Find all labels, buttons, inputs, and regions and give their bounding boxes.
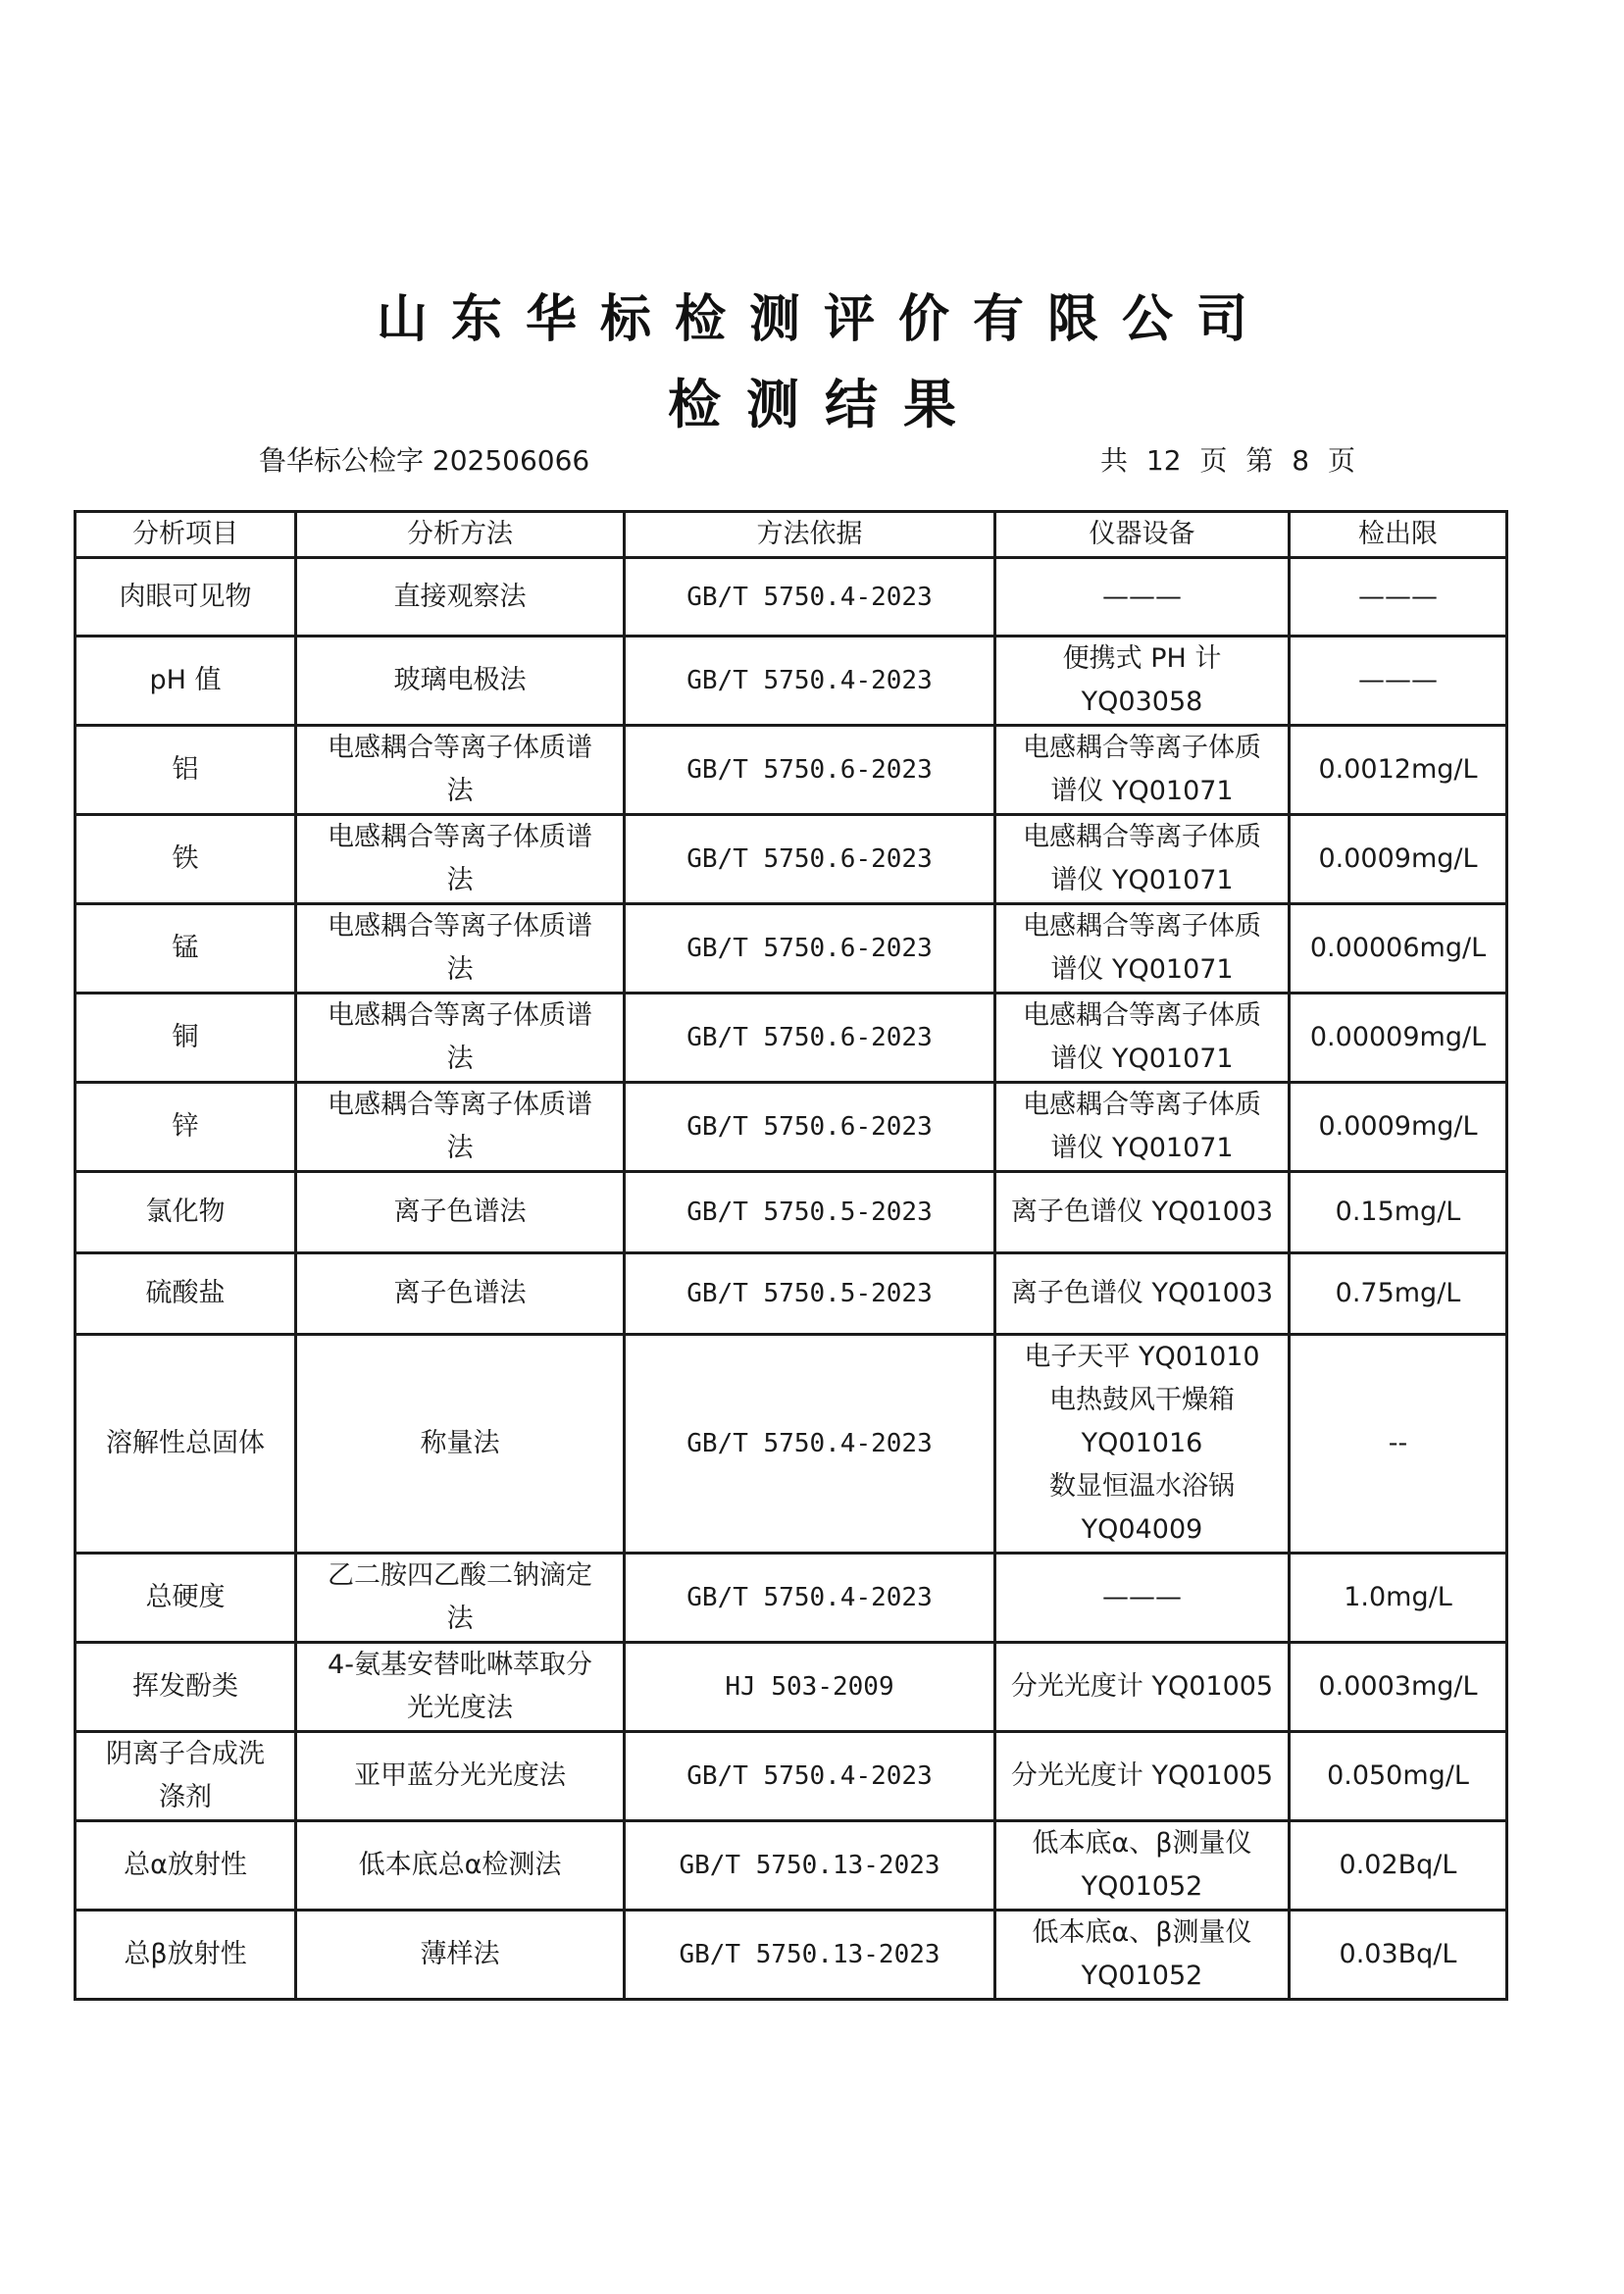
cell-standard: GB/T 5750.4-2023 bbox=[625, 558, 995, 637]
col-header-instrument: 仪器设备 bbox=[995, 512, 1290, 558]
cell-instrument: 电感耦合等离子体质 谱仪 YQ01071 bbox=[995, 904, 1290, 994]
table-row bbox=[76, 726, 1507, 815]
cell-standard: GB/T 5750.13-2023 bbox=[625, 1821, 995, 1911]
cell-standard: GB/T 5750.4-2023 bbox=[625, 1732, 995, 1821]
cell-instrument: 低本底α、β测量仪 YQ01052 bbox=[995, 1911, 1290, 2000]
cell-item: 总硬度 bbox=[76, 1554, 296, 1643]
cell-method: 薄样法 bbox=[296, 1911, 625, 2000]
cell-limit: 0.75mg/L bbox=[1290, 1253, 1507, 1335]
table-row bbox=[76, 1643, 1507, 1732]
cell-item: 铁 bbox=[76, 815, 296, 904]
cell-item: 硫酸盐 bbox=[76, 1253, 296, 1335]
cell-item: 锰 bbox=[76, 904, 296, 994]
table-row bbox=[76, 1172, 1507, 1253]
cell-method: 电感耦合等离子体质谱 法 bbox=[296, 994, 625, 1083]
cell-method: 亚甲蓝分光光度法 bbox=[296, 1732, 625, 1821]
cell-instrument: ——— bbox=[995, 558, 1290, 637]
cell-standard: GB/T 5750.4-2023 bbox=[625, 1554, 995, 1643]
cell-item: 总α放射性 bbox=[76, 1821, 296, 1911]
cell-instrument: 离子色谱仪 YQ01003 bbox=[995, 1172, 1290, 1253]
table-body bbox=[76, 558, 1507, 2000]
table-row bbox=[76, 1821, 1507, 1911]
cell-standard: GB/T 5750.4-2023 bbox=[625, 637, 995, 726]
cell-standard: HJ 503-2009 bbox=[625, 1643, 995, 1732]
table-row bbox=[76, 815, 1507, 904]
table-header-row bbox=[76, 512, 1507, 558]
table-row bbox=[76, 904, 1507, 994]
cell-limit: 1.0mg/L bbox=[1290, 1554, 1507, 1643]
company-name: 山东华标检测评价有限公司 bbox=[376, 290, 1271, 349]
cell-method: 离子色谱法 bbox=[296, 1253, 625, 1335]
cell-method: 电感耦合等离子体质谱 法 bbox=[296, 726, 625, 815]
cell-limit: 0.050mg/L bbox=[1290, 1732, 1507, 1821]
cell-standard: GB/T 5750.5-2023 bbox=[625, 1172, 995, 1253]
cell-standard: GB/T 5750.6-2023 bbox=[625, 1083, 995, 1172]
cell-limit: 0.0009mg/L bbox=[1290, 815, 1507, 904]
cell-method: 4-氨基安替吡啉萃取分 光光度法 bbox=[296, 1643, 625, 1732]
results-table bbox=[74, 510, 1508, 2001]
cell-limit: -- bbox=[1290, 1335, 1507, 1554]
cell-item: 挥发酚类 bbox=[76, 1643, 296, 1732]
cell-limit: 0.0009mg/L bbox=[1290, 1083, 1507, 1172]
cell-method: 低本底总α检测法 bbox=[296, 1821, 625, 1911]
cell-item: 总β放射性 bbox=[76, 1911, 296, 2000]
report-number: 鲁华标公检字 202506066 bbox=[259, 444, 590, 477]
document-title: 检测结果 bbox=[668, 374, 982, 435]
cell-item: 肉眼可见物 bbox=[76, 558, 296, 637]
cell-standard: GB/T 5750.6-2023 bbox=[625, 726, 995, 815]
cell-instrument: 便携式 PH 计 YQ03058 bbox=[995, 637, 1290, 726]
cell-limit: ——— bbox=[1290, 637, 1507, 726]
cell-instrument: ——— bbox=[995, 1554, 1290, 1643]
page-info: 共 12 页 第 8 页 bbox=[1100, 444, 1355, 477]
cell-item: 氯化物 bbox=[76, 1172, 296, 1253]
table-row bbox=[76, 994, 1507, 1083]
col-header-item: 分析项目 bbox=[76, 512, 296, 558]
col-header-limit: 检出限 bbox=[1290, 512, 1507, 558]
cell-standard: GB/T 5750.13-2023 bbox=[625, 1911, 995, 2000]
table-row bbox=[76, 1911, 1507, 2000]
cell-limit: 0.02Bq/L bbox=[1290, 1821, 1507, 1911]
table-row bbox=[76, 1335, 1507, 1554]
cell-instrument: 电感耦合等离子体质 谱仪 YQ01071 bbox=[995, 726, 1290, 815]
cell-method: 电感耦合等离子体质谱 法 bbox=[296, 904, 625, 994]
table-row bbox=[76, 1083, 1507, 1172]
cell-limit: ——— bbox=[1290, 558, 1507, 637]
cell-standard: GB/T 5750.6-2023 bbox=[625, 815, 995, 904]
cell-limit: 0.0003mg/L bbox=[1290, 1643, 1507, 1732]
cell-instrument: 电感耦合等离子体质 谱仪 YQ01071 bbox=[995, 815, 1290, 904]
cell-method: 称量法 bbox=[296, 1335, 625, 1554]
cell-method: 离子色谱法 bbox=[296, 1172, 625, 1253]
cell-item: 铜 bbox=[76, 994, 296, 1083]
cell-limit: 0.00006mg/L bbox=[1290, 904, 1507, 994]
table-row bbox=[76, 558, 1507, 637]
cell-instrument: 电感耦合等离子体质 谱仪 YQ01071 bbox=[995, 994, 1290, 1083]
cell-item: 锌 bbox=[76, 1083, 296, 1172]
cell-item: 溶解性总固体 bbox=[76, 1335, 296, 1554]
cell-method: 电感耦合等离子体质谱 法 bbox=[296, 1083, 625, 1172]
cell-item: 阴离子合成洗 涤剂 bbox=[76, 1732, 296, 1821]
table-row bbox=[76, 637, 1507, 726]
cell-instrument: 电感耦合等离子体质 谱仪 YQ01071 bbox=[995, 1083, 1290, 1172]
cell-method: 玻璃电极法 bbox=[296, 637, 625, 726]
cell-instrument: 离子色谱仪 YQ01003 bbox=[995, 1253, 1290, 1335]
cell-limit: 0.15mg/L bbox=[1290, 1172, 1507, 1253]
cell-item: 铝 bbox=[76, 726, 296, 815]
cell-method: 电感耦合等离子体质谱 法 bbox=[296, 815, 625, 904]
cell-standard: GB/T 5750.6-2023 bbox=[625, 904, 995, 994]
table-row bbox=[76, 1732, 1507, 1821]
cell-limit: 0.0012mg/L bbox=[1290, 726, 1507, 815]
col-header-method: 分析方法 bbox=[296, 512, 625, 558]
cell-method: 直接观察法 bbox=[296, 558, 625, 637]
cell-instrument: 分光光度计 YQ01005 bbox=[995, 1643, 1290, 1732]
cell-method: 乙二胺四乙酸二钠滴定 法 bbox=[296, 1554, 625, 1643]
table-row bbox=[76, 1253, 1507, 1335]
table-row bbox=[76, 1554, 1507, 1643]
col-header-standard: 方法依据 bbox=[625, 512, 995, 558]
cell-instrument: 分光光度计 YQ01005 bbox=[995, 1732, 1290, 1821]
cell-standard: GB/T 5750.5-2023 bbox=[625, 1253, 995, 1335]
cell-limit: 0.03Bq/L bbox=[1290, 1911, 1507, 2000]
cell-item: pH 值 bbox=[76, 637, 296, 726]
cell-standard: GB/T 5750.4-2023 bbox=[625, 1335, 995, 1554]
cell-instrument: 低本底α、β测量仪 YQ01052 bbox=[995, 1821, 1290, 1911]
cell-limit: 0.00009mg/L bbox=[1290, 994, 1507, 1083]
cell-standard: GB/T 5750.6-2023 bbox=[625, 994, 995, 1083]
cell-instrument: 电子天平 YQ01010 电热鼓风干燥箱 YQ01016 数显恒温水浴锅 YQ04009 bbox=[995, 1335, 1290, 1554]
